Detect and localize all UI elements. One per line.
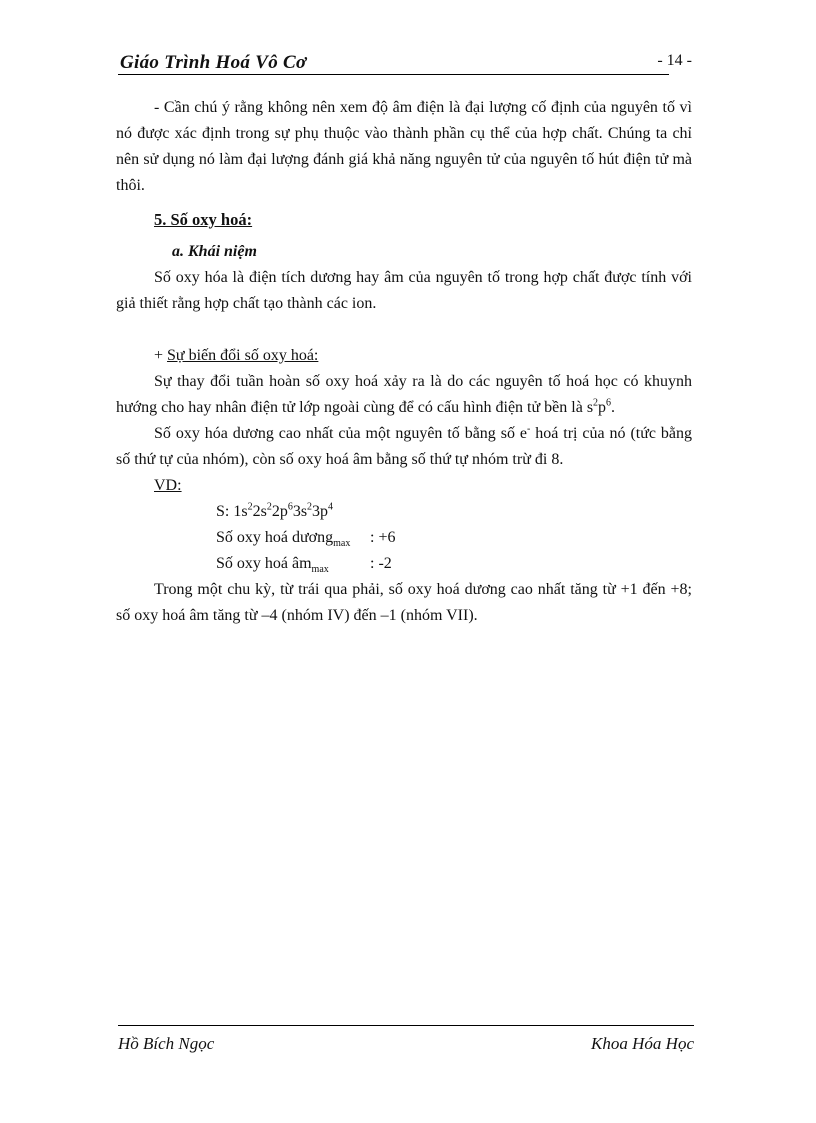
subheading-variation-text: Sự biến đổi số oxy hoá: bbox=[167, 347, 319, 364]
header-title: Giáo Trình Hoá Vô Cơ bbox=[120, 52, 307, 73]
paragraph-definition: Số oxy hóa là điện tích dương hay âm của nguyên tố trong hợp chất được tính với giả thiết rằng hợp chất tạo thành các ion. bbox=[116, 269, 692, 312]
config-exp-1: 2 bbox=[247, 501, 253, 513]
config-term-4: 3s bbox=[292, 503, 308, 520]
para3-mid: p bbox=[598, 399, 607, 416]
subheading-prefix: + bbox=[154, 347, 168, 364]
example-negative-max bbox=[216, 551, 692, 577]
config-prefix: S: 1s bbox=[216, 503, 248, 520]
example-label: VD: bbox=[154, 477, 182, 494]
config-exp-5: 4 bbox=[328, 501, 334, 513]
config-term-5: 3p bbox=[312, 503, 329, 520]
positive-max-value: : +6 bbox=[370, 529, 396, 546]
footer-department: Khoa Hóa Học bbox=[591, 1034, 694, 1053]
config-exp-4: 2 bbox=[307, 501, 313, 513]
para3-text: Sự thay đổi tuần hoàn số oxy hoá xảy ra là do các nguyên tố hoá học có khuynh hướng cho hay nhân điện tử lớp ngoài cùng để có cấu hình điện tử bền là s bbox=[116, 373, 692, 416]
config-term-2: 2s bbox=[252, 503, 267, 520]
positive-label-sub: max bbox=[333, 538, 351, 550]
para3-sup2: 6 bbox=[606, 397, 612, 409]
section-heading-oxidation-number: 5. Số oxy hoá: bbox=[154, 210, 253, 229]
paragraph-electronegativity-note: - Cần chú ý rằng không nên xem độ âm điện là đại lượng cố định của nguyên tố vì nó được xác định trong sự phụ thuộc vào thành phần cụ thể của hợp chất. Chúng ta chỉ nên sử dụng nó làm đại lượng đánh giá khả năng nguyên tử của nguyên tố hút điện tử mà thôi. bbox=[116, 99, 692, 194]
positive-label-text: Số oxy hoá dương bbox=[216, 529, 334, 546]
page-number: - 14 - bbox=[657, 52, 692, 69]
negative-max-value: : -2 bbox=[370, 555, 392, 572]
page-content bbox=[116, 95, 692, 629]
footer-author: Hồ Bích Ngọc bbox=[118, 1034, 215, 1053]
config-exp-2: 2 bbox=[266, 501, 272, 513]
para4-a: Số oxy hóa dương cao nhất của một nguyên tố bằng số e bbox=[154, 425, 527, 442]
paragraph-period-trend: Trong một chu kỳ, từ trái qua phải, số oxy hoá dương cao nhất tăng từ +1 đến +8; số oxy hoá âm tăng từ –4 (nhóm IV) đến –1 (nhóm VII). bbox=[116, 581, 692, 624]
example-configuration bbox=[216, 499, 692, 525]
subsection-heading-concept: a. Khái niệm bbox=[172, 243, 257, 260]
subheading-variation bbox=[116, 343, 692, 369]
header-rule bbox=[118, 74, 669, 75]
paragraph-max-oxidation bbox=[116, 421, 692, 473]
para3-end: . bbox=[611, 399, 616, 416]
para4-b: hoá trị của nó (tức bằng số thứ tự của nhóm), còn số oxy hoá âm bằng số thứ tự nhóm trừ đi 8. bbox=[116, 425, 693, 468]
config-term-3: 2p bbox=[271, 503, 288, 520]
positive-max-label bbox=[216, 525, 370, 551]
negative-max-label bbox=[216, 551, 370, 577]
paragraph-periodic-change bbox=[116, 369, 692, 421]
para4-sup: - bbox=[526, 423, 531, 435]
footer-rule bbox=[118, 1025, 694, 1026]
negative-label-text: Số oxy hoá âm bbox=[216, 555, 312, 572]
example-positive-max bbox=[216, 525, 692, 551]
config-exp-3: 6 bbox=[287, 501, 293, 513]
negative-label-sub: max bbox=[311, 564, 329, 576]
para3-sup1: 2 bbox=[593, 397, 599, 409]
